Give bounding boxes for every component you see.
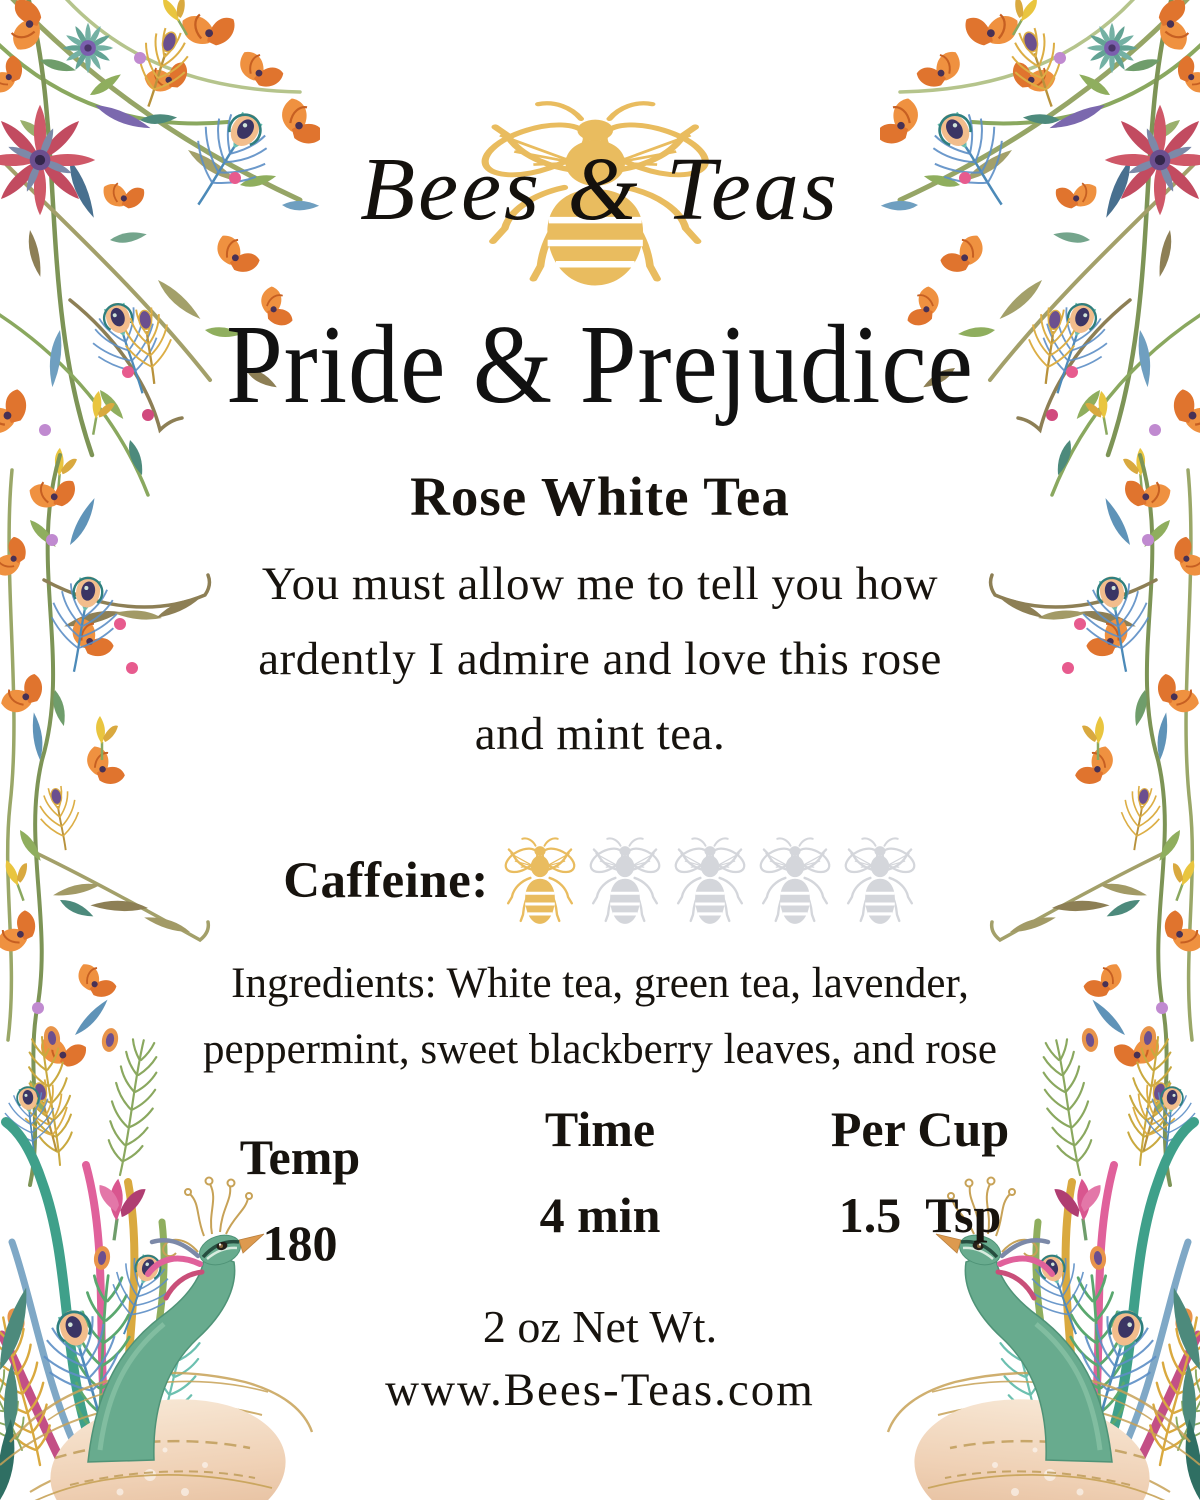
caffeine-rating xyxy=(0,835,1200,927)
ingredients-line: Ingredients: White tea, green tea, lavender, xyxy=(231,960,969,1007)
ingredients xyxy=(90,951,1110,1083)
brand-logo xyxy=(0,0,1200,310)
net-weight: 2 oz Net Wt. xyxy=(482,1301,718,1352)
brewing-temp-column xyxy=(130,1128,470,1272)
product-subtitle: Rose White Tea xyxy=(410,466,790,527)
brewing-time-column xyxy=(430,1100,770,1244)
ingredients-line: peppermint, sweet blackberry leaves, and rose xyxy=(203,1026,997,1073)
quote-line: You must allow me to tell you how xyxy=(261,558,939,610)
quote-line: and mint tea. xyxy=(474,708,726,760)
time-value: 4 min xyxy=(539,1187,661,1243)
percup-label: Per Cup xyxy=(830,1101,1010,1157)
website-url: www.Bees-Teas.com xyxy=(385,1364,815,1416)
percup-value: 1.5 Tsp xyxy=(838,1187,1002,1243)
bee-empty-icon xyxy=(673,835,747,927)
brewing-percup-column xyxy=(750,1100,1090,1244)
brand-name: Bees & Teas xyxy=(360,140,840,239)
caffeine-label: Caffeine: xyxy=(283,853,489,909)
bee-filled-icon xyxy=(503,835,577,927)
quote-line: ardently I admire and love this rose xyxy=(258,633,942,685)
product-quote xyxy=(120,547,1080,772)
bee-empty-icon xyxy=(588,835,662,927)
time-label: Time xyxy=(544,1101,656,1157)
product-title: Pride & Prejudice xyxy=(226,303,974,428)
bee-empty-icon xyxy=(843,835,917,927)
bee-empty-icon xyxy=(758,835,832,927)
temp-value: 180 xyxy=(262,1215,338,1271)
temp-label: Temp xyxy=(239,1129,361,1185)
